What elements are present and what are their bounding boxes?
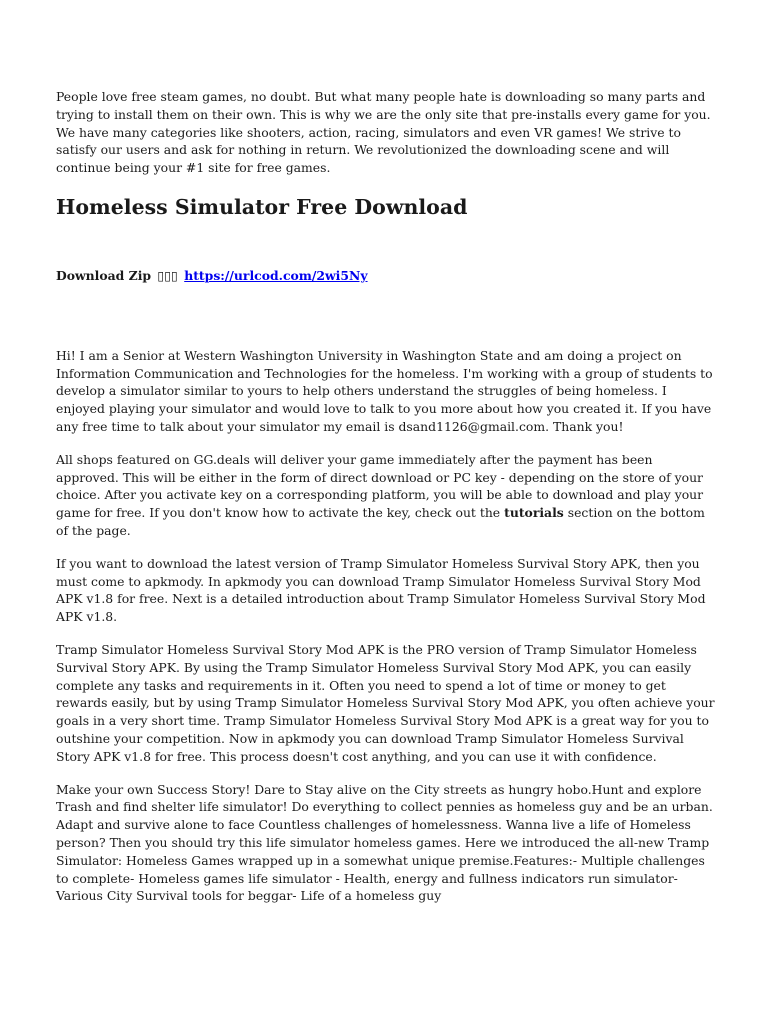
paragraph-shops-text-2: section on the bottom of the page. [56, 505, 705, 538]
paragraph-apkmody: If you want to download the latest version of Tramp Simulator Homeless Survival Story APK, then you must come to apkmody. In apkmody you can download Tramp Simulator Homeless Survival Story Mod APK v1.8 for free. Next is a detailed introduction about Tramp Simulator Homeless Survival Story Mod APK v1.8. [56, 555, 706, 625]
page-title: Homeless Simulator Free Download [56, 194, 468, 219]
tutorials-emphasis: tutorials [504, 505, 564, 521]
intro-paragraph: People love free steam games, no doubt. But what many people hate is downloading so many parts and trying to install them on their own. This is why we are the only site that pre-installs every game for you. We have many categories like shooters, action, racing, simulators and even VR games! We strive to satisfy our users and ask for nothing in return. We revolutionized the downloading scene and will continue being your #1 site for free games. [56, 89, 711, 176]
paragraph-success-story: Make your own Success Story! Dare to Stay alive on the City streets as hungry hobo.Hunt and explore Trash and find shelter life simulator! Do everything to collect pennies as homeless guy and be an urban. Adapt and survive alone to face Countless challenges of homelessness. Wanna live a life of Homeless person? Then you should try this life simulator homeless games. Here we introduced the all-new Tramp Simulator: Homeless Games wrapped up in a somewhat unique premise.Features:- Multiple challenges to complete- Homeless games life simulator - Health, energy and fullness indicators run simulator- Various City Survival tools for beggar- Life of a homeless guy [56, 781, 713, 904]
paragraph-shops [56, 451, 716, 540]
paragraph-mod-apk: Tramp Simulator Homeless Survival Story Mod APK is the PRO version of Tramp Simulator Homeless Survival Story APK. By using the Tramp Simulator Homeless Survival Story Mod APK, you can easily complete any tasks and requirements in it. Often you need to spend a lot of time or money to get rewards easily, but by using Tramp Simulator Homeless Survival Story Mod APK, you often achieve your goals in a very short time. Tramp Simulator Homeless Survival Story Mod APK is a great way for you to outshine your competition. Now in apkmody you can download Tramp Simulator Homeless Survival Story APK v1.8 for free. This process doesn't cost anything, and you can use it with confidence. [56, 641, 715, 764]
body-section [56, 347, 716, 905]
paragraph-request: Hi! I am a Senior at Western Washington University in Washington State and am doing a project on Information Communication and Technologies for the homeless. I'm working with a group of students to develop a simulator similar to yours to help others understand the struggles of being homeless. I enjoyed playing your simulator and would love to talk to you more about how you created it. If you have any free time to talk about your simulator my email is dsand1126@gmail.com. Thank you! [56, 347, 713, 434]
download-line [56, 267, 716, 285]
download-link[interactable]: https://urlcod.com/2wi5Ny [184, 267, 368, 283]
placeholder-glyphs: ▯▯▯ [157, 267, 178, 283]
download-label: Download Zip [56, 267, 152, 283]
document-page [56, 88, 716, 920]
paragraph-shops-text-1: All shops featured on GG.deals will deliver your game immediately after the payment has been approved. This will be either in the form of direct download or PC key - depending on the store of your choice. After you activate key on a corresponding platform, you will be able to download and play your game for free. If you don't know how to activate the key, check out the [56, 451, 704, 521]
